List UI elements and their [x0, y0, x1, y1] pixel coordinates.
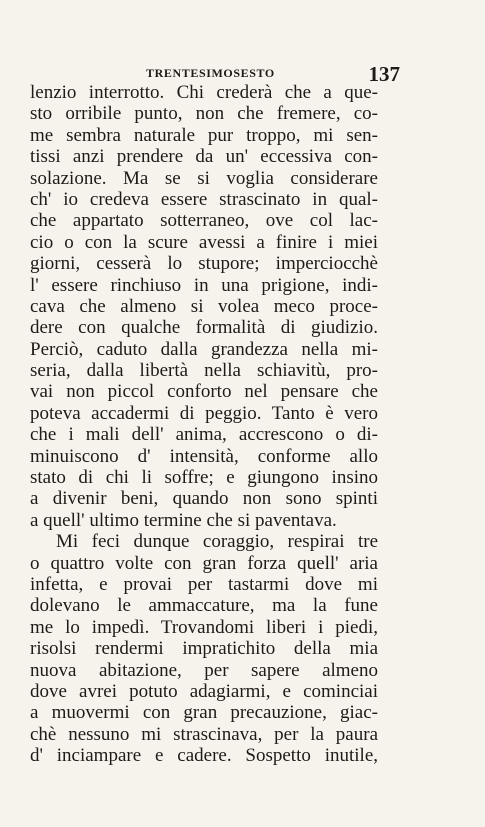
text-line: risolsi rendermi impratichito della mia [30, 638, 378, 660]
text-line: Perciò, caduto dalla grandezza nella mi- [30, 338, 378, 360]
text-line: me sembra naturale pur troppo, mi sen- [30, 124, 378, 146]
page-number: 137 [368, 62, 400, 86]
text-line: a muovermi con gran precauzione, giac- [30, 702, 378, 724]
text-line: cava che almeno si volea meco proce- [30, 295, 378, 317]
text-line: dolevano le ammaccature, ma la fune [30, 595, 378, 617]
text-line: vai non piccol conforto nel pensare che [30, 381, 378, 403]
text-line: tissi anzi prendere da un' eccessiva con- [30, 146, 378, 168]
text-line: infetta, e provai per tastarmi dove mi [30, 573, 378, 595]
running-head: TRENTESIMOSESTO [146, 66, 275, 80]
text-line: giorni, cesserà lo stupore; imperciocchè [30, 253, 378, 275]
text-line: me lo impedì. Trovandomi liberi i piedi, [30, 616, 378, 638]
text-line: dove avrei potuto adagiarmi, e cominciai [30, 680, 378, 702]
text-line: chè nessuno mi strascinava, per la paura [30, 723, 378, 745]
text-line: dere con qualche formalità di giudizio. [30, 317, 378, 339]
text-line: l' essere rinchiuso in una prigione, indi- [30, 274, 378, 296]
text-line: o quattro volte con gran forza quell' aria [30, 552, 378, 574]
text-line: Mi feci dunque coraggio, respirai tre [56, 531, 378, 553]
text-line: che appartato sotterraneo, ove col lac- [30, 210, 378, 232]
text-line: ch' io credeva essere strascinato in qual- [30, 188, 378, 210]
text-line: poteva accadermi di peggio. Tanto è vero [30, 402, 378, 424]
text-line: cio o con la scure avessi a finire i miei [30, 231, 378, 253]
body-text [30, 82, 378, 767]
text-line: lenzio interrotto. Chi crederà che a que- [30, 82, 378, 103]
text-line: d' inciampare e cadere. Sospetto inutile, [30, 745, 378, 767]
text-line: sto orribile punto, non che fremere, co- [30, 103, 378, 125]
text-line: a quell' ultimo termine che si paventava. [30, 509, 337, 531]
text-line: stato di chi li soffre; e giungono insino [30, 467, 378, 489]
text-line: solazione. Ma se si voglia considerare [30, 167, 378, 189]
text-line: che i mali dell' anima, accrescono o di- [30, 424, 378, 446]
text-line: minuiscono d' intensità, conforme allo [30, 445, 378, 467]
text-line: a divenir beni, quando non sono spinti [30, 488, 378, 510]
text-line: seria, dalla libertà nella schiavitù, pro- [30, 360, 378, 382]
text-line: nuova abitazione, per sapere almeno [30, 659, 378, 681]
